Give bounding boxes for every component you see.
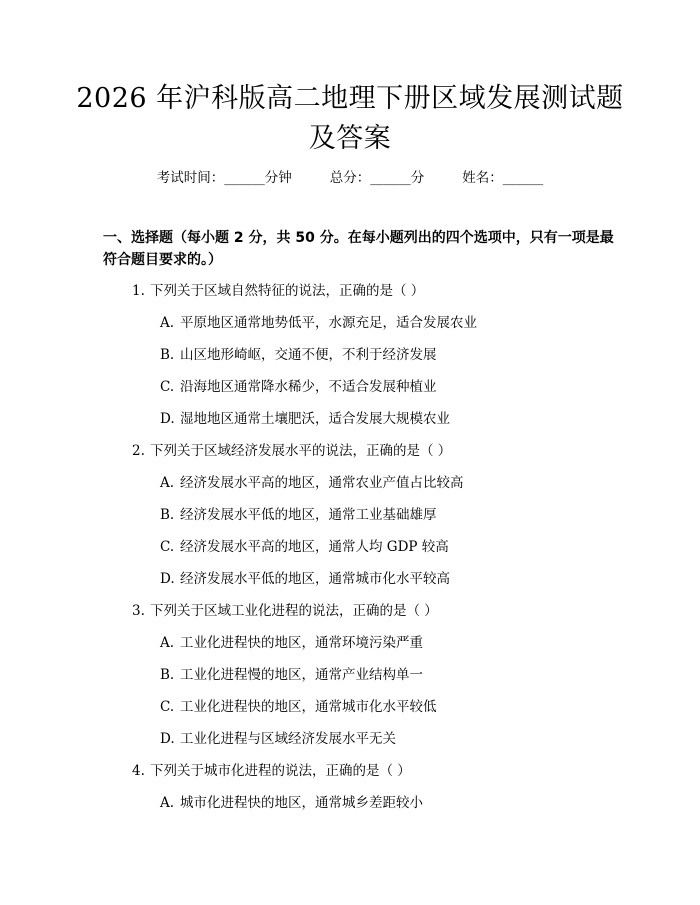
option-letter: A.	[160, 475, 175, 491]
question-stem: 下列关于区域工业化进程的说法，正确的是（ ）	[150, 603, 438, 619]
section-heading-line1: 一、选择题（每小题 2 分，共 50 分。在每小题列出的四个选项中，只有一项是最	[103, 230, 614, 246]
option-letter: B.	[160, 347, 175, 363]
option-text: 工业化进程与区域经济发展水平无关	[180, 731, 396, 747]
question-2	[132, 441, 451, 461]
question-stem: 下列关于城市化进程的说法，正确的是（ ）	[150, 763, 411, 779]
question-1-option-b	[160, 345, 437, 365]
option-letter: C.	[160, 539, 175, 555]
option-letter: A.	[160, 795, 175, 811]
question-1-option-d	[160, 409, 450, 429]
question-number: 1.	[132, 283, 145, 299]
exam-meta	[0, 168, 700, 188]
question-3-option-b	[160, 665, 423, 685]
option-text: 城市化进程快的地区，通常城乡差距较小	[180, 795, 423, 811]
option-letter: A.	[160, 635, 175, 651]
question-3-option-d	[160, 729, 396, 749]
question-3-option-a	[160, 633, 423, 653]
option-text: 经济发展水平低的地区，通常城市化水平较高	[180, 571, 450, 587]
option-text: 经济发展水平低的地区，通常工业基础雄厚	[180, 507, 437, 523]
option-letter: C.	[160, 699, 175, 715]
option-text: 工业化进程快的地区，通常环境污染严重	[180, 635, 423, 651]
question-1	[132, 281, 424, 301]
question-4-option-a	[160, 793, 423, 813]
option-letter: B.	[160, 667, 175, 683]
question-2-option-b	[160, 505, 437, 525]
question-number: 4.	[132, 763, 145, 779]
question-number: 2.	[132, 443, 145, 459]
question-3-option-c	[160, 697, 437, 717]
option-text: 经济发展水平高的地区，通常人均 GDP 较高	[180, 539, 449, 555]
option-text: 工业化进程慢的地区，通常产业结构单一	[180, 667, 423, 683]
section-heading-line2: 符合题目要求的。）	[103, 252, 222, 268]
option-letter: D.	[160, 411, 175, 427]
question-stem: 下列关于区域经济发展水平的说法，正确的是（ ）	[150, 443, 452, 459]
question-1-option-c	[160, 377, 437, 397]
option-text: 山区地形崎岖，交通不便，不利于经济发展	[180, 347, 437, 363]
option-letter: D.	[160, 731, 175, 747]
option-letter: C.	[160, 379, 175, 395]
option-text: 经济发展水平高的地区，通常农业产值占比较高	[180, 475, 464, 491]
total-score-field: 总分：______分	[329, 170, 425, 186]
option-letter: A.	[160, 315, 175, 331]
question-4	[132, 761, 411, 781]
exam-time-field: 考试时间：______分钟	[156, 170, 292, 186]
option-letter: B.	[160, 507, 175, 523]
question-stem: 下列关于区域自然特征的说法，正确的是（ ）	[150, 283, 425, 299]
option-text: 沿海地区通常降水稀少，不适合发展种植业	[180, 379, 437, 395]
page-title-line2: 及答案	[308, 123, 392, 154]
page-title-line1: 2026 年沪科版高二地理下册区域发展测试题	[76, 83, 624, 114]
option-text: 平原地区通常地势低平，水源充足，适合发展农业	[180, 315, 477, 331]
question-number: 3.	[132, 603, 145, 619]
option-text: 湿地地区通常土壤肥沃，适合发展大规模农业	[180, 411, 450, 427]
question-1-option-a	[160, 313, 477, 333]
question-2-option-d	[160, 569, 450, 589]
student-name-field: 姓名：______	[462, 170, 544, 186]
option-letter: D.	[160, 571, 175, 587]
option-text: 工业化进程快的地区，通常城市化水平较低	[180, 699, 437, 715]
question-2-option-c	[160, 537, 449, 557]
question-2-option-a	[160, 473, 464, 493]
question-3	[132, 601, 438, 621]
